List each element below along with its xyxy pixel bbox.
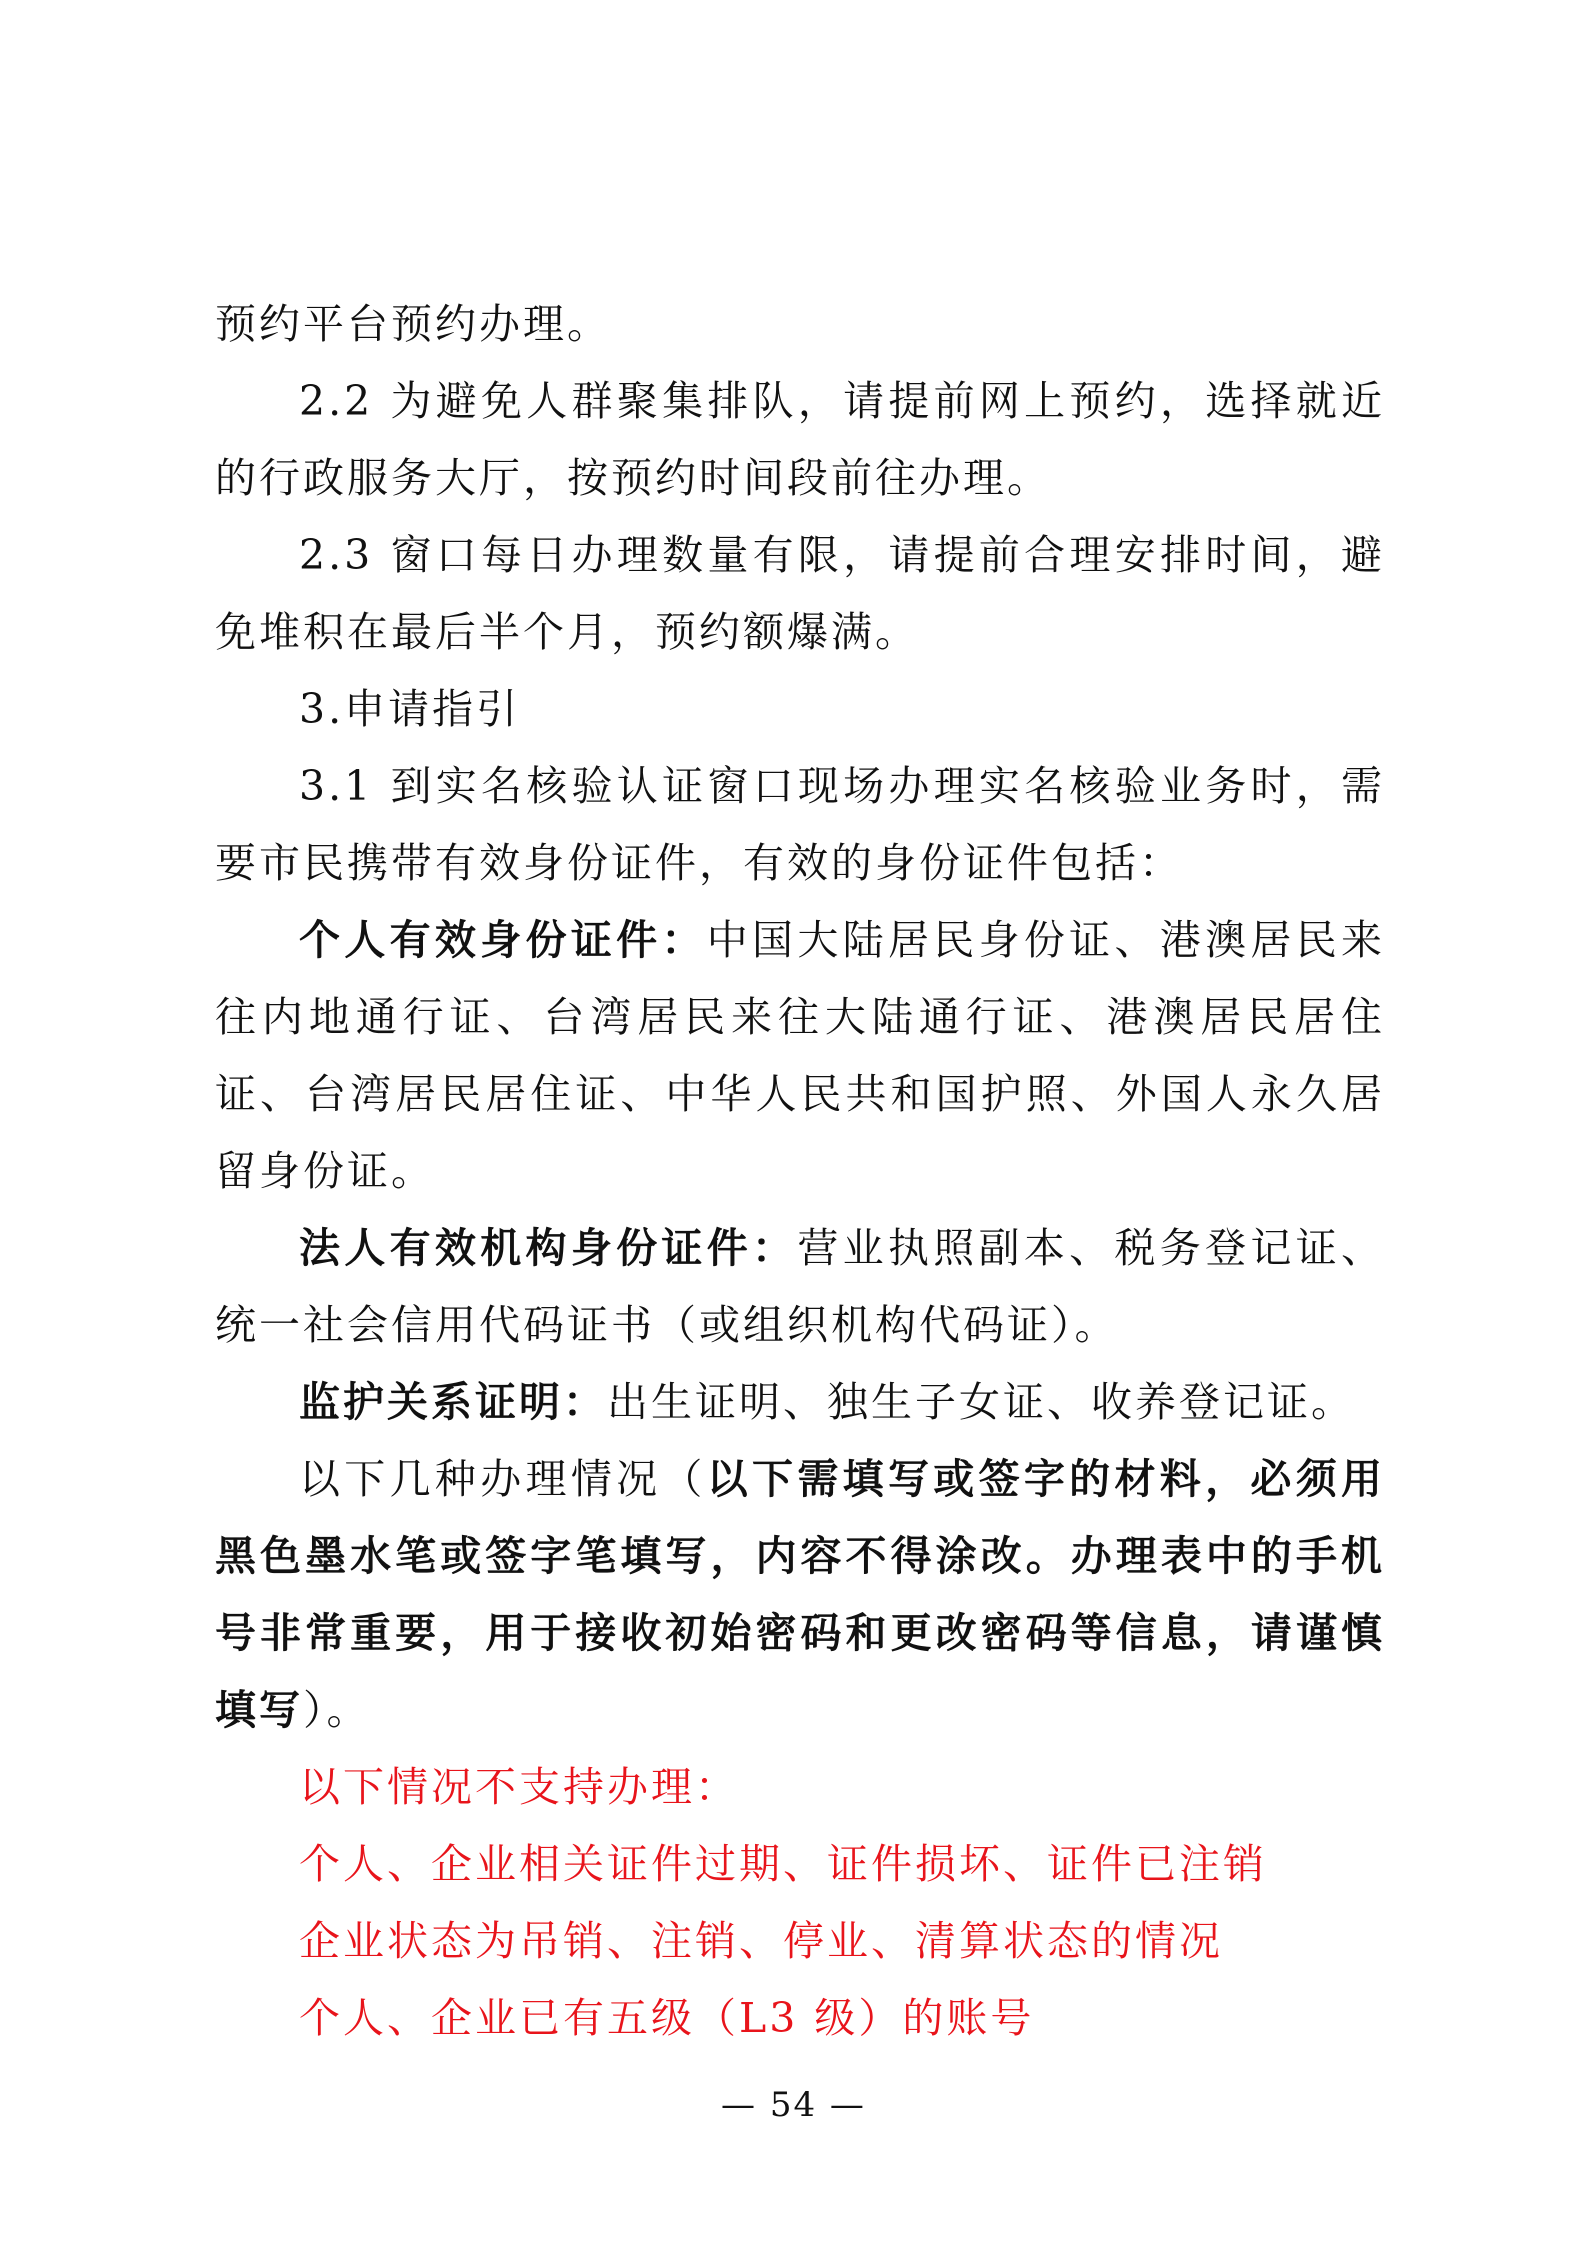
corporate-id-label: 法人有效机构身份证件： xyxy=(299,1224,798,1272)
notice-item-existing-account: 个人、企业已有五级（L3 级）的账号 xyxy=(299,1994,1035,2042)
paragraph-personal-id xyxy=(215,902,1385,1210)
filling-instructions-bold: 以下需填写或签字的材料，必须用黑色墨水笔或签字笔填写，内容不得涂改。办理表中的手机号非常重要，用于接收初始密码和更改密码等信息，请谨慎填写 xyxy=(215,1455,1386,1734)
paragraph-2-2: 2.2 为避免人群聚集排队，请提前网上预约，选择就近的行政服务大厅，按预约时间段前往办理。 xyxy=(215,377,1385,502)
notice-item-revoked-enterprise: 企业状态为吊销、注销、停业、清算状态的情况 xyxy=(299,1917,1223,1965)
paragraph-continuation: 预约平台预约办理。 xyxy=(215,300,611,348)
paragraph-3-1: 3.1 到实名核验认证窗口现场办理实名核验业务时，需要市民携带有效身份证件，有效的身份证件包括： xyxy=(215,762,1385,887)
personal-id-text: 中国大陆居民身份证、港澳居民来往内地通行证、台湾居民来往大陆通行证、港澳居民居住证、台湾居民居住证、中华人民共和国护照、外国人永久居留身份证。 xyxy=(215,916,1386,1195)
filling-instructions-end: ）。 xyxy=(303,1686,371,1734)
page-number: — 54 — xyxy=(721,2085,866,2125)
paragraph-2-3: 2.3 窗口每日办理数量有限，请提前合理安排时间，避免堆积在最后半个月，预约额爆满。 xyxy=(215,531,1385,656)
notice-heading: 以下情况不支持办理： xyxy=(299,1763,739,1811)
paragraph-guardianship xyxy=(215,1364,1385,1441)
guardianship-label: 监护关系证明： xyxy=(299,1378,607,1426)
document-body xyxy=(215,286,1385,2057)
section-heading-3: 3.申请指引 xyxy=(299,685,521,733)
filling-instructions-intro: 以下几种办理情况（ xyxy=(299,1455,707,1503)
corporate-id-text: 营业执照副本、税务登记证、统一社会信用代码证书（或组织机构代码证）。 xyxy=(215,1224,1386,1349)
guardianship-text: 出生证明、独生子女证、收养登记证。 xyxy=(607,1378,1355,1426)
notice-item-expired-documents: 个人、企业相关证件过期、证件损坏、证件已注销 xyxy=(299,1840,1267,1888)
personal-id-label: 个人有效身份证件： xyxy=(299,916,707,964)
paragraph-corporate-id xyxy=(215,1210,1385,1364)
paragraph-filling-instructions xyxy=(215,1441,1385,1749)
